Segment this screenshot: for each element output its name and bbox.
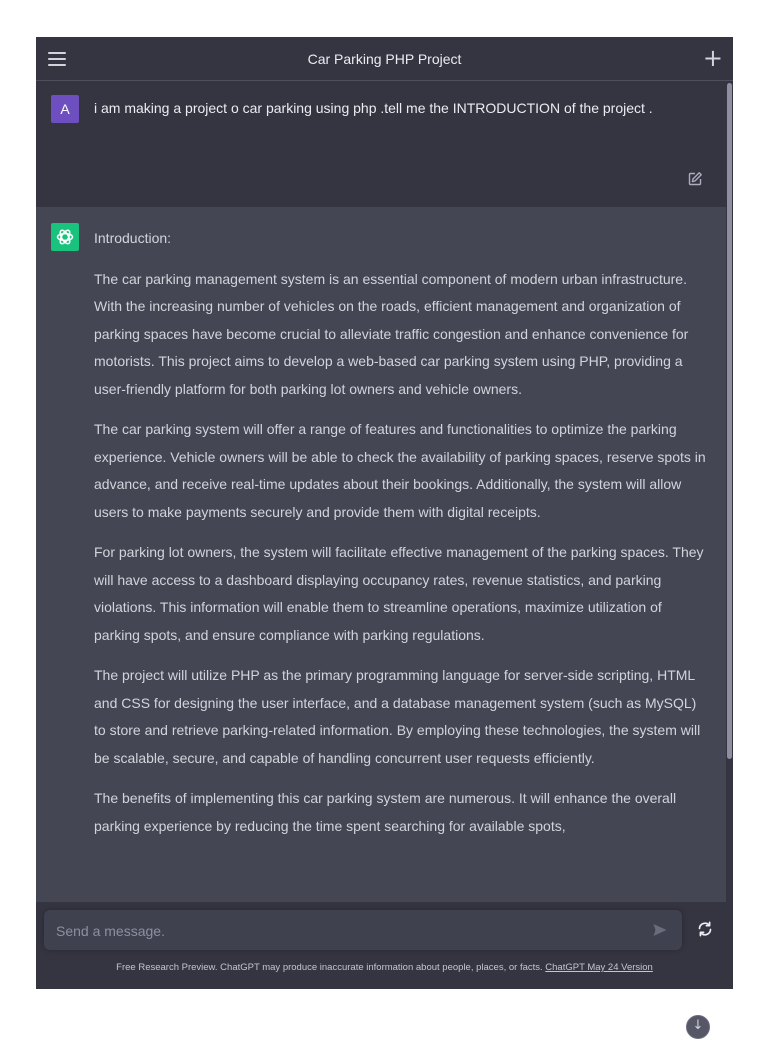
user-message-text: i am making a project o car parking using php .tell me the INTRODUCTION of the project . xyxy=(94,100,653,116)
send-icon[interactable] xyxy=(652,922,668,938)
refresh-icon[interactable] xyxy=(696,920,714,938)
scroll-to-bottom-arrow-down-icon[interactable]: ↓ xyxy=(686,1015,710,1039)
user-message xyxy=(36,81,726,207)
footer-disclaimer xyxy=(36,962,733,973)
conversation-title: Car Parking PHP Project xyxy=(307,51,462,67)
response-paragraph: The benefits of implementing this car parking system are numerous. It will enhance the overall parking experience by reducing the time spent searching for available spots, xyxy=(94,790,677,834)
response-paragraph: The car parking management system is an essential component of modern urban infrastructure. With the increasing number of vehicles on the roads, efficient management and organization of parking spaces have become crucial to alleviate traffic congestion and enhance convenience for motorists. This project aims to develop a web-based car parking system using PHP, providing a user-friendly platform for both parking lot owners and vehicle owners. xyxy=(94,270,689,397)
response-heading: Introduction: xyxy=(94,230,172,246)
new-chat-plus-icon[interactable]: + xyxy=(702,44,723,72)
response-paragraph: The project will utilize PHP as the primary programming language for server-side scripting, HTML and CSS for designing the user interface, and a database management system (such as MySQL) to store and retrieve parking-related information. By employing these technologies, the system will be scalable, secure, and capable of handling concurrent user requests efficiently. xyxy=(94,667,701,766)
top-bar xyxy=(36,37,733,81)
user-avatar: A xyxy=(51,95,79,123)
openai-logo-icon xyxy=(55,227,75,247)
response-paragraph: The car parking system will offer a range of features and functionalities to optimize the parking experience. Vehicle owners will be able to check the availability of parking spaces, reserve spots in advance, and receive real-time updates about their bookings. Additionally, the system will allow users to make payments securely and provide them with digital receipts. xyxy=(94,421,706,520)
response-paragraph: For parking lot owners, the system will facilitate effective management of the parking spaces. They will have access to a dashboard displaying occupancy rates, revenue statistics, and parking violations. This information will enable them to streamline operations, maximize utilization of parking spots, and ensure compliance with parking regulations. xyxy=(94,544,704,643)
version-link[interactable]: ChatGPT May 24 Version xyxy=(545,962,653,973)
assistant-message-content xyxy=(94,225,706,853)
composer-area xyxy=(36,902,733,989)
assistant-avatar xyxy=(51,223,79,251)
scrollbar[interactable] xyxy=(726,81,733,942)
message-input-box xyxy=(44,910,682,950)
edit-icon[interactable] xyxy=(687,171,703,187)
message-input[interactable] xyxy=(54,910,638,952)
footer-text: Free Research Preview. ChatGPT may produce inaccurate information about people, places, or facts. xyxy=(116,962,543,973)
scrollbar-thumb[interactable] xyxy=(727,83,732,759)
chat-window xyxy=(36,37,733,1033)
